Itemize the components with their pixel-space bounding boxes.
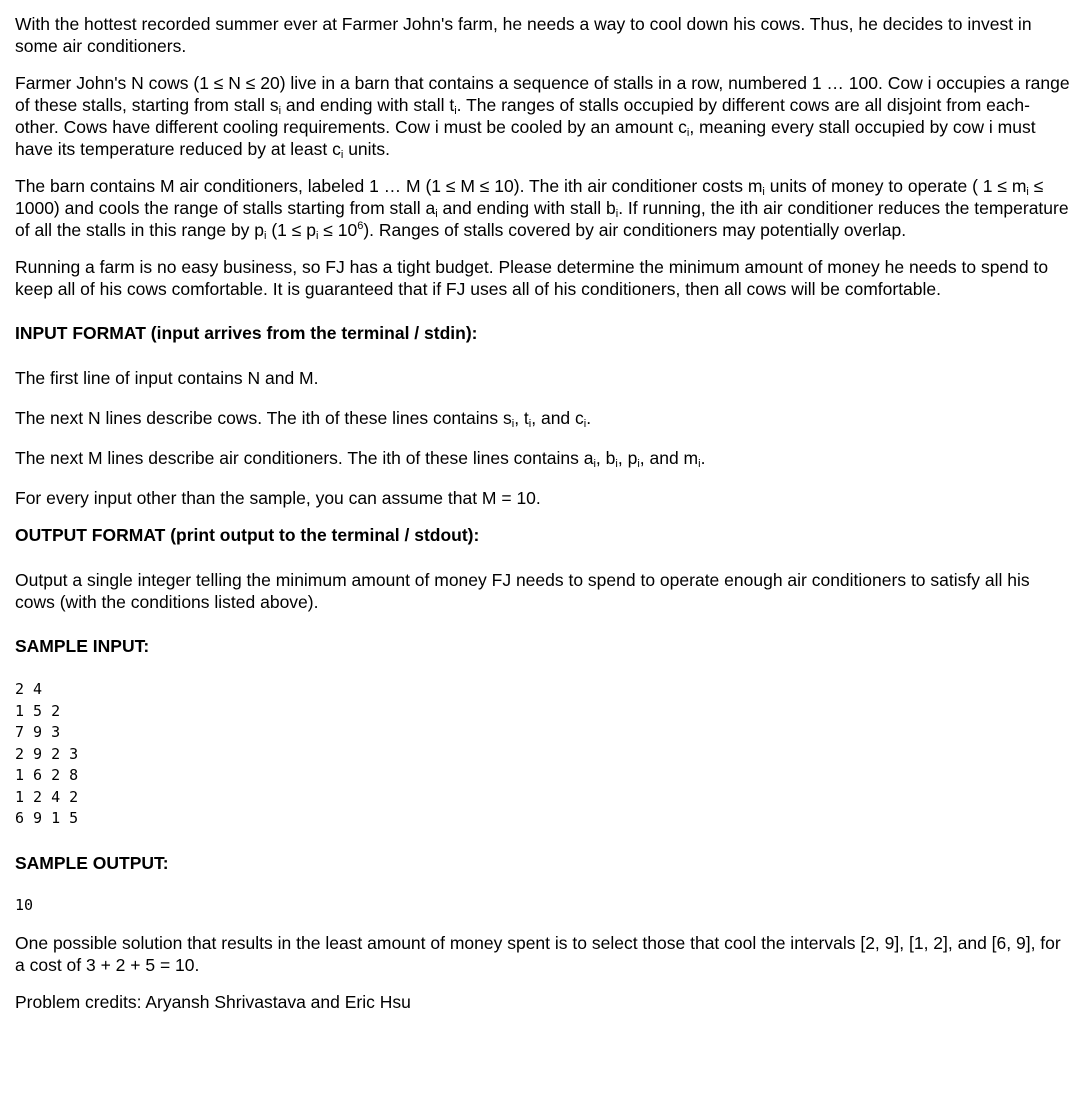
input-line-cows: The next N lines describe cows. The ith of these lines contains $s_i$, $t_i$, and $c_i$.	[15, 408, 592, 430]
problem-credits: Problem credits: Aryansh Shrivastava and Eric Hsu	[15, 992, 411, 1012]
budget-paragraph: Running a farm is no easy business, so FJ has a tight budget. Please determine the minimum amount of money he needs to spend to keep all of his cows comfortable. It is guaranteed that if FJ uses all of his conditioners, then all cows will be comfortable.	[15, 257, 1049, 299]
conditioners-paragraph: The barn contains M air conditioners, labeled 1 … M (1 ≤ M ≤ 10). The ith air conditioner costs $m_i$ units of money to operate ( $1 \le m_i \le 1000$) and cools the range of stalls starting from stall $a_i$ and ending with stall $b_i$. If running, the ith air conditioner reduces the temperature of all the stalls in this range by $p_i$ $(1 \le p_i \le 10^6)$. Ranges of stalls covered by air conditioners may potentially overlap.	[15, 176, 1069, 242]
output-format-heading: OUTPUT FORMAT (print output to the terminal / stdout):	[15, 525, 480, 545]
sample-output-heading: SAMPLE OUTPUT:	[15, 852, 169, 873]
output-format-text: Output a single integer telling the minimum amount of money FJ needs to spend to operate enough air conditioners to satisfy all his cows (with the conditions listed above).	[15, 570, 1030, 612]
input-line-constraint: For every input other than the sample, you can assume that M = 10.	[15, 488, 541, 508]
sample-output-block: 10	[15, 895, 34, 914]
input-line-conditioners: The next M lines describe air conditioners. The ith of these lines contains $a_i$, $b_i$, $p_i$, and $m_i$.	[15, 448, 706, 470]
input-line-first: The first line of input contains N and M.	[15, 368, 319, 388]
intro-paragraph: With the hottest recorded summer ever at Farmer John's farm, he needs a way to cool down his cows. Thus, he decides to invest in some air conditioners.	[15, 14, 1032, 56]
cows-paragraph: Farmer John's N cows (1 ≤ N ≤ 20) live in a barn that contains a sequence of stalls in a row, numbered 1 … 100. Cow i occupies a range of these stalls, starting from stall $s_i$ and ending with stall $t_i$. The ranges of stalls occupied by different cows are all disjoint from each-other. Cows have different cooling requirements. Cow i must be cooled by an amount $c_i$, meaning every stall occupied by cow i must have its temperature reduced by at least $c_i$ units.	[15, 73, 1070, 161]
explanation-paragraph: One possible solution that results in the least amount of money spent is to select those that cool the intervals [2, 9], [1, 2], and [6, 9], for a cost of 3 + 2 + 5 = 10.	[15, 933, 1061, 975]
sample-input-block: 2 4 1 5 2 7 9 3 2 9 2 3 1 6 2 8 1 2 4 2 6 9 1 5	[15, 680, 79, 827]
input-format-heading: INPUT FORMAT (input arrives from the terminal / stdin):	[15, 323, 478, 343]
sample-input-heading: SAMPLE INPUT:	[15, 636, 150, 656]
